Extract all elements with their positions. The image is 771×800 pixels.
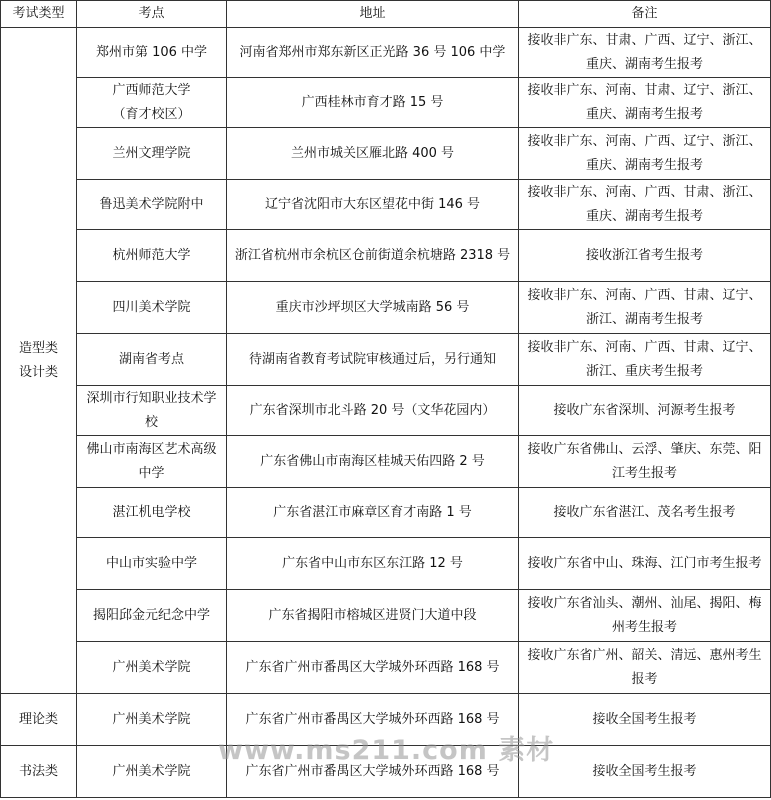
address-cell: 广东省佛山市南海区桂城天佑四路 2 号	[227, 436, 519, 488]
address-cell: 广东省广州市番禺区大学城外环西路 168 号	[227, 694, 519, 746]
exam-type-cell: 书法类	[1, 746, 77, 798]
note-cell: 接收广东省汕头、潮州、汕尾、揭阳、梅州考生报考	[519, 590, 771, 642]
site-cell: 广州美术学院	[77, 694, 227, 746]
address-cell: 广东省湛江市麻章区育才南路 1 号	[227, 488, 519, 538]
site-cell: 揭阳邱金元纪念中学	[77, 590, 227, 642]
table-row	[1, 282, 771, 334]
note-cell: 接收非广东、河南、广西、甘肃、辽宁、浙江、湖南考生报考	[519, 282, 771, 334]
note-cell: 接收非广东、河南、广西、辽宁、浙江、重庆、湖南考生报考	[519, 128, 771, 180]
address-cell: 广西桂林市育才路 15 号	[227, 78, 519, 128]
site-cell: 广西师范大学 （育才校区）	[77, 78, 227, 128]
table-row	[1, 538, 771, 590]
address-cell: 广东省中山市东区东江路 12 号	[227, 538, 519, 590]
address-cell: 待湖南省教育考试院审核通过后，另行通知	[227, 334, 519, 386]
site-cell: 佛山市南海区艺术高级中学	[77, 436, 227, 488]
site-cell: 兰州文理学院	[77, 128, 227, 180]
site-cell: 中山市实验中学	[77, 538, 227, 590]
address-cell: 浙江省杭州市余杭区仓前街道余杭塘路 2318 号	[227, 230, 519, 282]
site-cell: 鲁迅美术学院附中	[77, 180, 227, 230]
table-body	[1, 28, 771, 798]
site-cell: 广州美术学院	[77, 642, 227, 694]
table-row	[1, 128, 771, 180]
table-row	[1, 28, 771, 78]
table-row	[1, 642, 771, 694]
watermark: www.ms211.com 素材	[218, 735, 555, 766]
header-note: 备注	[519, 1, 771, 28]
table-row	[1, 78, 771, 128]
note-cell: 接收广东省湛江、茂名考生报考	[519, 488, 771, 538]
note-cell: 接收广东省佛山、云浮、肇庆、东莞、阳江考生报考	[519, 436, 771, 488]
note-cell: 接收非广东、河南、甘肃、辽宁、浙江、重庆、湖南考生报考	[519, 78, 771, 128]
site-cell: 湖南省考点	[77, 334, 227, 386]
site-cell: 杭州师范大学	[77, 230, 227, 282]
table-row	[1, 334, 771, 386]
site-cell: 四川美术学院	[77, 282, 227, 334]
note-cell: 接收浙江省考生报考	[519, 230, 771, 282]
address-cell: 兰州市城关区雁北路 400 号	[227, 128, 519, 180]
site-cell: 郑州市第 106 中学	[77, 28, 227, 78]
header-site: 考点	[77, 1, 227, 28]
note-cell: 接收非广东、河南、广西、甘肃、浙江、重庆、湖南考生报考	[519, 180, 771, 230]
note-cell: 接收非广东、河南、广西、甘肃、辽宁、浙江、重庆考生报考	[519, 334, 771, 386]
address-cell: 广东省广州市番禺区大学城外环西路 168 号	[227, 642, 519, 694]
site-cell: 广州美术学院	[77, 746, 227, 798]
note-cell: 接收全国考生报考	[519, 746, 771, 798]
table-row	[1, 746, 771, 798]
address-cell: 广东省广州市番禺区大学城外环西路 168 号	[227, 746, 519, 798]
exam-type-cell: 理论类	[1, 694, 77, 746]
address-cell: 河南省郑州市郑东新区正光路 36 号 106 中学	[227, 28, 519, 78]
table-header-row	[1, 1, 771, 28]
site-cell: 深圳市行知职业技术学校	[77, 386, 227, 436]
note-cell: 接收广东省中山、珠海、江门市考生报考	[519, 538, 771, 590]
exam-type-cell: 造型类 设计类	[1, 28, 77, 694]
address-cell: 广东省揭阳市榕城区进贤门大道中段	[227, 590, 519, 642]
note-cell: 接收非广东、甘肃、广西、辽宁、浙江、重庆、湖南考生报考	[519, 28, 771, 78]
table-row	[1, 386, 771, 436]
address-cell: 广东省深圳市北斗路 20 号（文华花园内）	[227, 386, 519, 436]
site-cell: 湛江机电学校	[77, 488, 227, 538]
header-address: 地址	[227, 1, 519, 28]
address-cell: 重庆市沙坪坝区大学城南路 56 号	[227, 282, 519, 334]
note-cell: 接收全国考生报考	[519, 694, 771, 746]
table-row	[1, 694, 771, 746]
table-row	[1, 230, 771, 282]
note-cell: 接收广东省深圳、河源考生报考	[519, 386, 771, 436]
address-cell: 辽宁省沈阳市大东区望花中街 146 号	[227, 180, 519, 230]
table-row	[1, 180, 771, 230]
header-exam-type: 考试类型	[1, 1, 77, 28]
table-row	[1, 436, 771, 488]
table-row	[1, 488, 771, 538]
note-cell: 接收广东省广州、韶关、清远、惠州考生报考	[519, 642, 771, 694]
table-row	[1, 590, 771, 642]
